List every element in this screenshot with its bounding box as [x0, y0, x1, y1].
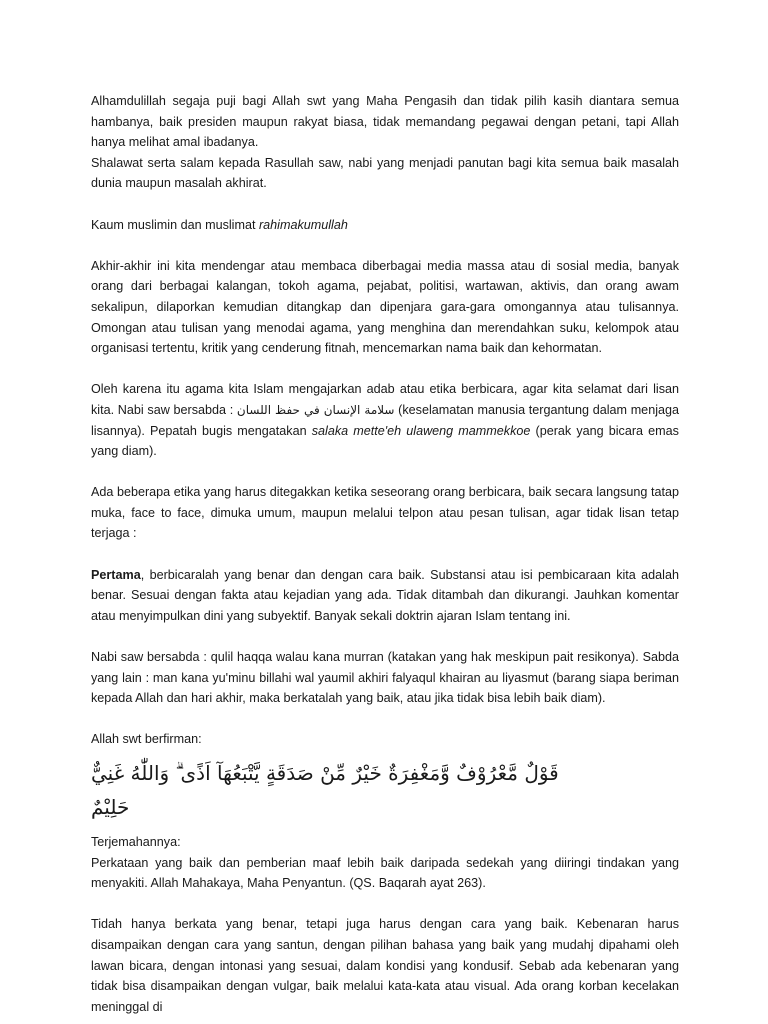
paragraph-greeting: [91, 215, 679, 236]
translation-text: Perkataan yang baik dan pemberian maaf lebih baik daripada sedekah yang diiringi tindakan yang menyakiti. Allah Mahakaya, Maha Penyantun. (QS. Baqarah ayat 263).: [91, 855, 679, 891]
greeting-italic: rahimakumullah: [258, 217, 348, 232]
paragraph-cara-baik: Tidah hanya berkata yang benar, tetapi juga harus dengan cara yang baik. Kebenaran harus disampaikan dengan cara yang santun, dengan pilihan bahasa yang baik yang mudahj dipahami oleh lawan bicara, dengan intonasi yang sesuai, dalam kondisi yang kondusif. Sebab ada kebenaran yang tidak bisa disampaikan dengan vulgar, baik melalui kata-kata atau visual. Ada orang korban kecelakan meninggal di: [91, 917, 679, 1014]
paragraph-hadith: Nabi saw bersabda : qulil haqqa walau kana murran (katakan yang hak meskipun pait resikonya). Sabda yang lain : man kana yu'minu billahi wal yaumil akhiri falyaqul khairan au liyasmut (barang siapa beriman kepada Allah dan hari akhir, maka berkatalah yang baik, atau jika tidak bisa lebih baik diam).: [91, 650, 679, 706]
paragraph-shalawat: Shalawat serta salam kepada Rasullah saw, nabi yang menjadi panutan bagi kita semua baik masalah dunia maupun masalah akhirat.: [91, 155, 679, 191]
paragraph-adab: [91, 379, 679, 461]
translation-title: Terjemahannya:: [91, 835, 181, 849]
pertama-text: , berbicaralah yang benar dan dengan cara baik. Substansi atau isi pembicaraan kita adalah benar. Sesuai dengan fakta atau kejadian yang ada. Tidak ditambah dan dikurangi. Jauhkan komentar atau menyimpulkan dini yang subyektif. Banyak sekali doktrin ajaran Islam tentang ini.: [91, 567, 679, 623]
greeting-text: Kaum muslimin dan muslimat: [91, 217, 259, 232]
adab-text-b: (keselamatan manusia tergantung dalam menjaga lisannya). Pepatah bugis mengatakan: [91, 402, 680, 438]
adab-text-a: Oleh karena itu agama kita Islam mengajarkan adab atau etika berbicara, agar kita selamat dari lisan kita. Nabi saw bersabda :: [91, 382, 679, 417]
hadith-arabic: سلامة الإنسان في حفظ اللسان: [236, 402, 395, 417]
adab-text-c: (perak yang bicara emas yang diam).: [91, 423, 679, 459]
paragraph-pertama: [91, 565, 679, 627]
paragraph-media: Akhir-akhir ini kita mendengar atau membaca diberbagai media massa atau di sosial media, banyak orang dari berbagai kalangan, tokoh agama, pejabat, politisi, wartawan, aktivis, dan orang awam sekalipun, dilaporkan kemudian ditangkap dan dipenjara gara-gara omongannya atau tulisannya. Omongan atau tulisan yang menodai agama, yang menghina dan merendahkan suku, kelompok atau organisasi tertentu, kritik yang cenderung fitnah, mencemarkan nama baik dan kehormatan.: [91, 258, 679, 356]
paragraph-opening: Alhamdulillah segaja puji bagi Allah swt yang Maha Pengasih dan tidak pilih kasih diantara semua hambanya, baik presiden maupun rakyat biasa, tidak memandang pegawai dengan petani, tapi Allah hanya melihat amal ibadanya.: [91, 94, 679, 150]
quran-verse: قَوْلٌ مَّعْرُوْفٌ وَّمَغْفِرَةٌ خَيْرٌ مِّنْ صَدَقَةٍ يَّتْبَعُهَآ اَذًى ۗ وَاللّٰهُ غَنِيٌّ حَلِيْمٌ: [91, 761, 559, 819]
pertama-label: Pertama: [91, 567, 141, 582]
document-page: [91, 91, 679, 1017]
paragraph-firman: Allah swt berfirman:: [91, 732, 202, 747]
paragraph-etika: Ada beberapa etika yang harus ditegakkan ketika seseorang orang berbicara, baik secara langsung tatap muka, face to face, dimuka umum, maupun melalui telpon atau pesan tulisan, agar tidak lisan tetap terjaga :: [91, 485, 679, 541]
bugis-proverb: salaka mette'eh ulaweng mammekkoe: [311, 423, 531, 438]
